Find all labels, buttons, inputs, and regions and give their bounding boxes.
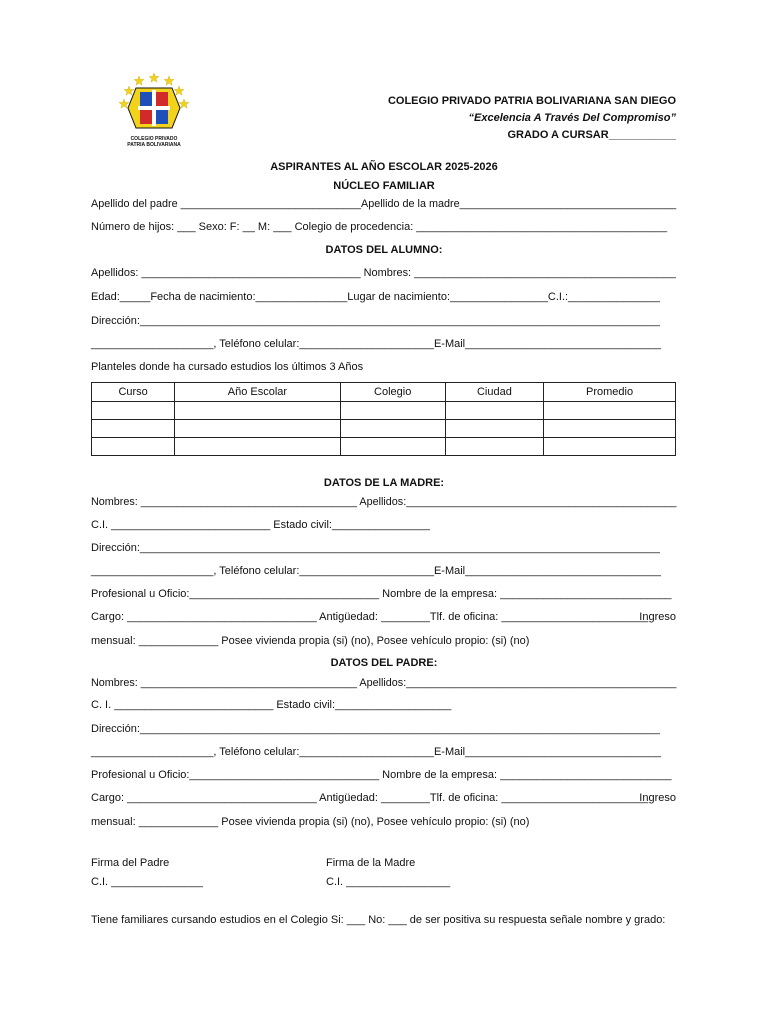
madre-nombres-apellidos-field[interactable]: Nombres: ____________________________________ Apellidos:_____________________________________________ [91,496,677,508]
apellidos-padres-field[interactable]: Apellido del padre ______________________________Apellido de la madre____________________________________ [91,198,677,210]
madre-ingreso-vivienda-field[interactable]: mensual: _____________ Posee vivienda propia (si) (no), Posee vehículo propio: (si) (no) [91,635,530,647]
table-row [92,402,676,420]
madre-telefono-email-field[interactable]: ____________________, Teléfono celular:______________________E-Mail________________________________ [91,565,661,577]
col-ano-escolar: Año Escolar [175,383,340,402]
table-cell[interactable] [340,420,445,438]
logo-line-2: PATRIA BOLIVARIANA [127,142,181,148]
table-cell[interactable] [175,438,340,456]
madre-direccion-field[interactable]: Dirección:_____________________________________________________________________________________ [91,542,660,554]
table-cell[interactable] [175,420,340,438]
padre-telefono-email-field[interactable]: ____________________, Teléfono celular:______________________E-Mail________________________________ [91,746,661,758]
planteles-table [91,382,676,456]
firma-padre-label: Firma del Padre [91,857,170,869]
table-cell[interactable] [544,402,676,420]
padre-cargo-antiguedad-field[interactable]: Cargo: _______________________________ Antigüedad: ________Tlf. de oficina: ________________________ [91,792,649,804]
alumno-edad-nacimiento-field[interactable]: Edad:_____Fecha de nacimiento:_______________Lugar de nacimiento:________________C.I.:_______________ [91,291,660,303]
logo-line-1: COLEGIO PRIVADO [130,136,178,142]
madre-ci-estado-civil-field[interactable]: C.I. __________________________ Estado civil:________________ [91,519,430,531]
table-row [92,438,676,456]
alumno-direccion-field[interactable]: Dirección:_____________________________________________________________________________________ [91,315,660,327]
madre-ingreso-label: Ingreso [639,611,676,623]
padre-profesion-empresa-field[interactable]: Profesional u Oficio:_______________________________ Nombre de la empresa: ____________________________ [91,769,672,781]
title-aspirantes: ASPIRANTES AL AÑO ESCOLAR 2025-2026 [270,161,498,173]
padre-ci-estado-civil-field[interactable]: C. I. __________________________ Estado civil:___________________ [91,699,452,711]
col-ciudad: Ciudad [445,383,543,402]
padre-ingreso-label: Ingreso [639,792,676,804]
shield-icon [128,88,180,128]
title-datos-alumno: DATOS DEL ALUMNO: [325,244,443,256]
madre-cargo-antiguedad-field[interactable]: Cargo: _______________________________ Antigüedad: ________Tlf. de oficina: ________________________ [91,611,649,623]
table-cell[interactable] [92,420,175,438]
title-nucleo-familiar: NÚCLEO FAMILIAR [333,180,435,192]
table-cell[interactable] [544,420,676,438]
school-name: COLEGIO PRIVADO PATRIA BOLIVARIANA SAN DIEGO [387,95,676,107]
padre-ingreso-vivienda-field[interactable]: mensual: _____________ Posee vivienda propia (si) (no), Posee vehículo propio: (si) (no) [91,816,530,828]
table-cell[interactable] [544,438,676,456]
table-cell[interactable] [175,402,340,420]
table-cell[interactable] [92,402,175,420]
firma-padre-ci-field[interactable]: C.I. _______________ [91,876,203,888]
col-colegio: Colegio [340,383,445,402]
title-datos-madre: DATOS DE LA MADRE: [323,477,445,489]
table-cell[interactable] [445,438,543,456]
col-curso: Curso [92,383,175,402]
padre-direccion-field[interactable]: Dirección:_____________________________________________________________________________________ [91,723,660,735]
padre-nombres-apellidos-field[interactable]: Nombres: ____________________________________ Apellidos:_____________________________________________ [91,677,677,689]
firma-madre-label: Firma de la Madre [326,857,416,869]
hijos-sexo-colegio-field[interactable]: Número de hijos: ___ Sexo: F: __ M: ___ Colegio de procedencia: _________________________________________ [91,221,668,233]
school-motto: “Excelencia A Través Del Compromiso” [468,112,676,124]
alumno-telefono-email-field[interactable]: ____________________, Teléfono celular:______________________E-Mail________________________________ [91,338,661,350]
logo-caption [118,136,190,148]
table-cell[interactable] [445,402,543,420]
grade-field[interactable]: GRADO A CURSAR___________ [507,129,676,141]
alumno-apellidos-nombres-field[interactable]: Apellidos: ____________________________________ Nombres: ___________________________________________ [91,267,676,279]
col-promedio: Promedio [544,383,676,402]
table-header-row [92,383,676,402]
firma-madre-ci-field[interactable]: C.I. _________________ [326,876,451,888]
planteles-label: Planteles donde ha cursado estudios los últimos 3 Años [91,361,364,373]
table-cell[interactable] [340,402,445,420]
title-datos-padre: DATOS DEL PADRE: [330,657,438,669]
table-cell[interactable] [445,420,543,438]
table-cell[interactable] [92,438,175,456]
familiares-question-field[interactable]: Tiene familiares cursando estudios en el Colegio Si: ___ No: ___ de ser positiva su respuesta señale nombre y grado: [91,914,666,926]
table-row [92,420,676,438]
madre-profesion-empresa-field[interactable]: Profesional u Oficio:_______________________________ Nombre de la empresa: ____________________________ [91,588,672,600]
table-cell[interactable] [340,438,445,456]
